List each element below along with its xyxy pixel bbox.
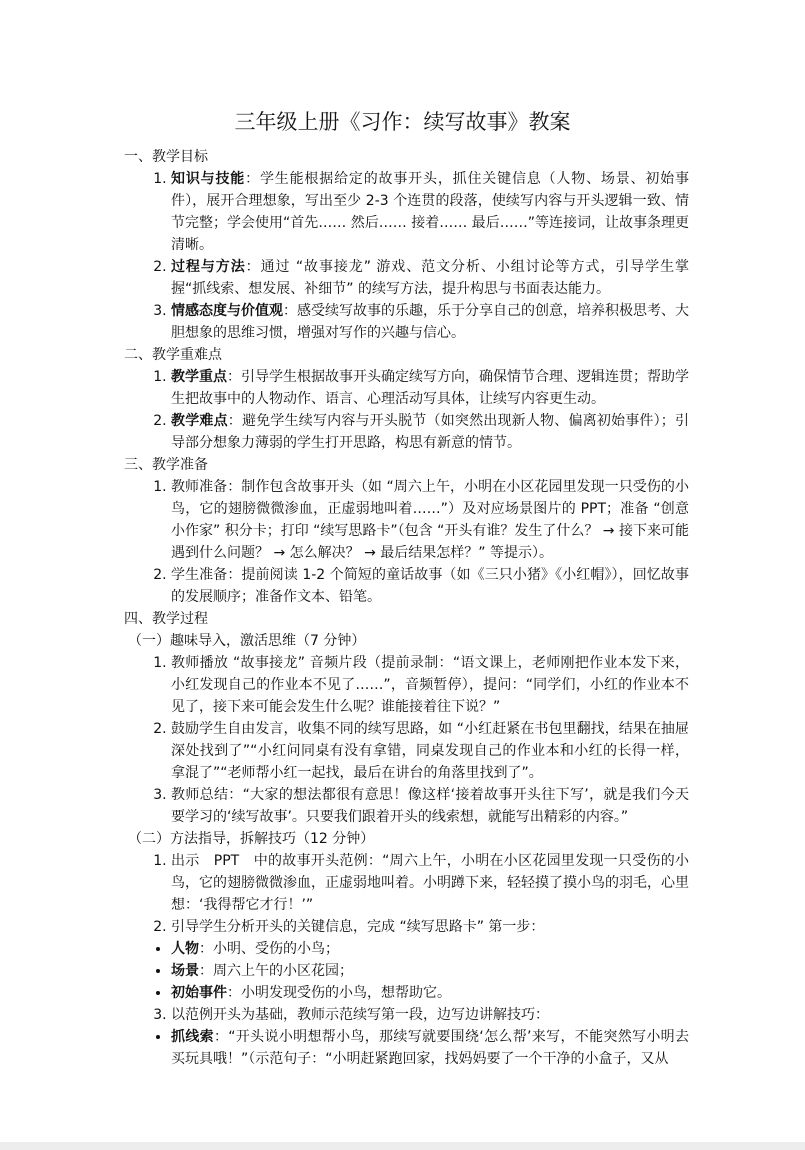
bullet-item: [171, 938, 689, 960]
intro-list: [124, 652, 689, 828]
section-heading-key-points: 二、教学重难点: [124, 347, 222, 363]
list-item: 1. 教师播放 “故事接龙” 音频片段（提前录制：“语文课上，老师刚把作业本发下来，小红发现自己的作业本不见了……”，音频暂停），提问：“同学们，小红的作业本不见了，接下来可能会发生什么呢？谁能接着往下说？”: [171, 652, 689, 718]
item-text: ：引导学生根据故事开头确定续写方向，确保情节合理、逻辑连贯；帮助学生把故事中的人物动作、语言、心理活动写具体，让续写内容更生动。: [171, 369, 689, 407]
item-text: ：小明发现受伤的小鸟，想帮助它。: [227, 985, 451, 1001]
item-label: 教学重点: [171, 369, 227, 385]
bullet-item: [171, 960, 689, 982]
subsection-heading-method: （二）方法指导，拆解技巧（12 分钟）: [128, 831, 375, 847]
item-label: 抓线索: [171, 1029, 214, 1045]
subsection-heading-intro: （一）趣味导入，激活思维（7 分钟）: [128, 633, 366, 649]
list-item: 2. 引导学生分析开头的关键信息，完成 “续写思路卡” 第一步：: [171, 916, 689, 938]
item-text: ：“开头说小明想帮小鸟，那续写就要围绕‘怎么帮’来写，不能突然写小明去买玩具哦！”（示范句子：“小明赶紧跑回家，找妈妈要了一个干净的小盒子，又从: [171, 1029, 690, 1067]
item-label: 情感态度与价值观: [171, 303, 283, 319]
page-title: 三年级上册《习作：续写故事》教案: [234, 110, 571, 134]
key-info-bullets: [124, 938, 689, 1004]
item-text: ：避免学生续写内容与开头脱节（如突然出现新人物、偏离初始事件）；引导部分想象力薄弱的学生打开思路，构思有新意的情节。: [171, 413, 690, 451]
item-label: 人物: [171, 941, 199, 957]
list-item: 3. 教师总结：“大家的想法都很有意思！像这样‘接着故事开头往下写’，就是我们今天要学习的‘续写故事’。只要我们跟着开头的线索想，就能写出精彩的内容。”: [171, 784, 689, 828]
list-item: [171, 366, 689, 410]
item-label: 过程与方法: [171, 259, 246, 275]
item-label: 教学难点: [171, 413, 228, 429]
list-item: [171, 168, 689, 256]
bullet-item: [171, 982, 689, 1004]
technique-bullets: [124, 1026, 689, 1070]
preparation-list: [124, 476, 689, 608]
method-list-1: [124, 850, 689, 938]
item-text: ：通过 “故事接龙” 游戏、范文分析、小组讨论等方式，引导学生掌握“抓线索、想发展、补细节” 的续写方法，提升构思与书面表达能力。: [171, 259, 689, 297]
item-label: 场景: [171, 963, 199, 979]
item-text: ：学生能根据给定的故事开头，抓住关键信息（人物、场景、初始事件），展开合理想象，写出至少 2-3 个连贯的段落，使续写内容与开头逻辑一致、情节完整；学会使用“首先…… 然后…… 接着…… 最后……”等连接词，让故事条理更清晰。: [171, 171, 690, 253]
section-heading-process: 四、教学过程: [124, 611, 208, 627]
item-text: ：周六上午的小区花园；: [199, 963, 353, 979]
list-item: 1. 出示 PPT 中的故事开头范例：“周六上午，小明在小区花园里发现一只受伤的小鸟，它的翅膀微微渗血，正虚弱地叫着。小明蹲下来，轻轻摸了摸小鸟的羽毛，心里想：‘我得帮它才行！’”: [171, 850, 689, 916]
list-item: [171, 300, 689, 344]
objectives-list: [124, 168, 689, 344]
list-item: 2. 学生准备：提前阅读 1-2 个简短的童话故事（如《三只小猪》《小红帽》），回忆故事的发展顺序；准备作文本、铅笔。: [171, 564, 689, 608]
item-text: ：感受续写故事的乐趣，乐于分享自己的创意，培养积极思考、大胆想象的思维习惯，增强对写作的兴趣与信心。: [171, 303, 689, 341]
item-label: 知识与技能: [171, 171, 246, 187]
item-text: ：小明、受伤的小鸟；: [199, 941, 339, 957]
page-bottom-bar: [0, 1142, 805, 1150]
document-body: [124, 146, 689, 1070]
list-item: 3. 以范例开头为基础，教师示范续写第一段，边写边讲解技巧：: [171, 1004, 689, 1026]
key-points-list: [124, 366, 689, 454]
list-item: 2. 鼓励学生自由发言，收集不同的续写思路，如 “小红赶紧在书包里翻找，结果在抽屉深处找到了”“小红问同桌有没有拿错，同桌发现自己的作业本和小红的长得一样，拿混了”“老师帮小红一起找，最后在讲台的角落里找到了”。: [171, 718, 689, 784]
item-label: 初始事件: [171, 985, 227, 1001]
list-item: [171, 410, 689, 454]
section-heading-preparation: 三、教学准备: [124, 457, 208, 473]
bullet-item: [171, 1026, 689, 1070]
list-item: 1. 教师准备：制作包含故事开头（如 “周六上午，小明在小区花园里发现一只受伤的小鸟，它的翅膀微微渗血，正虚弱地叫着……”）及对应场景图片的 PPT；准备 “创意小作家” 积分卡；打印 “续写思路卡”（包含 “开头有谁？发生了什么？ → 接下来可能遇到什么问题？ → 怎么解决？ → 最后结果怎样？” 等提示）。: [171, 476, 689, 564]
section-heading-objectives: 一、教学目标: [124, 149, 208, 165]
method-list-2: [124, 1004, 689, 1026]
list-item: [171, 256, 689, 300]
